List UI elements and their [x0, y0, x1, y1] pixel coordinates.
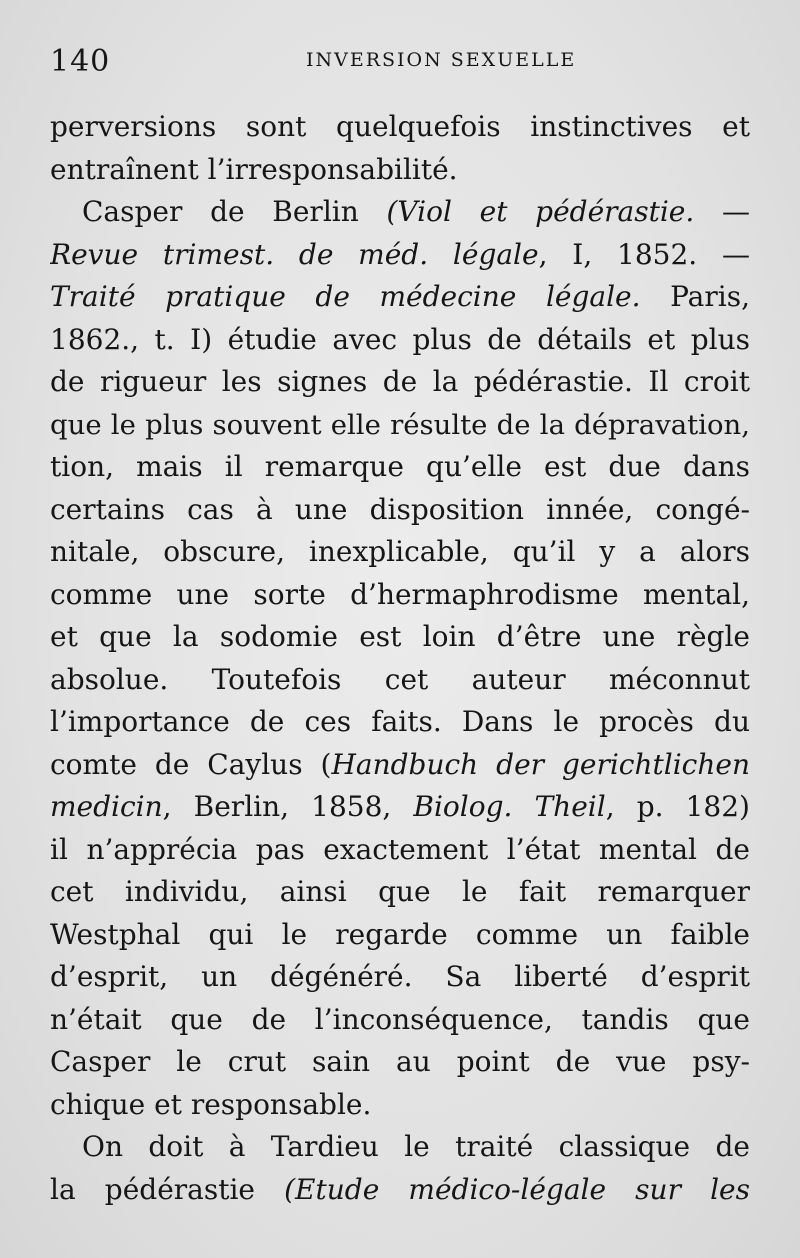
text-segment: absolue. Toutefois cet auteur méconnut — [50, 662, 750, 696]
text-segment: , Berlin, 1858, — [162, 790, 414, 823]
text-line — [50, 106, 750, 149]
italic-text: Traité pratique de médecine légale. — [50, 280, 641, 313]
text-segment: perversions sont quelquefois instinctives et — [50, 110, 750, 143]
text-segment: chique et responsable. — [50, 1087, 372, 1121]
text-line — [50, 1169, 750, 1212]
italic-text: (Viol et pédérastie. — — [386, 195, 750, 228]
text-line — [50, 404, 750, 447]
text-line — [50, 659, 750, 702]
text-line — [50, 871, 750, 914]
text-line — [50, 744, 750, 787]
text-line — [50, 149, 750, 192]
text-segment: Casper le crut sain au point de vue psy- — [50, 1045, 750, 1078]
text-line — [50, 1084, 750, 1127]
page-header — [50, 44, 750, 84]
text-segment: l’importance de ces faits. Dans le procès du — [50, 705, 750, 738]
text-line — [50, 574, 750, 617]
text-segment: 1862., t. I) étudie avec plus de détails et plus — [50, 322, 750, 356]
text-line — [50, 1041, 750, 1084]
text-segment: que le plus souvent elle résulte de la dépravation, — [50, 408, 750, 441]
text-line — [50, 234, 750, 277]
text-line — [50, 446, 750, 489]
italic-text: medicin — [50, 790, 163, 823]
text-line — [50, 616, 750, 659]
text-segment: il n’apprécia pas exactement l’état mental de — [50, 832, 750, 866]
text-line — [50, 191, 750, 234]
text-segment: tion, mais il remarque qu’elle est due dans — [50, 450, 750, 483]
text-segment: d’esprit, un dégénéré. Sa liberté d’esprit — [50, 960, 750, 993]
text-segment: n’était que de l’inconséquence, tandis que — [50, 1002, 750, 1036]
running-title: INVERSION SEXUELLE — [306, 49, 577, 71]
text-segment: Paris, — [640, 280, 750, 313]
text-segment: et que la sodomie est loin d’être une règle — [50, 620, 750, 653]
text-segment: cet individu, ainsi que le fait remarquer — [50, 875, 750, 908]
text-segment: entraînent l’irresponsabilité. — [50, 152, 458, 186]
italic-text: (Etude médico-légale sur les — [284, 1172, 750, 1206]
text-line — [50, 786, 750, 829]
text-line — [50, 361, 750, 404]
italic-text: Revue trimest. de méd. légale — [50, 237, 539, 271]
text-line — [50, 276, 750, 319]
text-segment: , I, 1852. — — [538, 237, 750, 271]
text-segment: la pédérastie — [50, 1172, 285, 1206]
text-line — [50, 319, 750, 362]
text-line — [50, 489, 750, 532]
text-line — [50, 956, 750, 999]
page-number: 140 — [50, 44, 111, 79]
text-segment: nitale, obscure, inexplicable, qu’il y a alors — [50, 535, 750, 568]
text-line — [50, 914, 750, 957]
text-segment: Casper de Berlin — [82, 195, 387, 228]
text-segment: comte de Caylus ( — [50, 747, 332, 781]
text-line — [50, 829, 750, 872]
text-segment: Westphal qui le regarde comme un faible — [50, 917, 750, 951]
text-segment: comme une sorte d’hermaphrodisme mental, — [50, 577, 750, 611]
text-line — [50, 1126, 750, 1169]
text-line — [50, 531, 750, 574]
italic-text: Biolog. Theil — [413, 790, 606, 823]
italic-text: Handbuch der gerichtlichen — [331, 747, 750, 781]
text-segment: certains cas à une disposition innée, congé- — [50, 492, 750, 526]
text-segment: de rigueur les signes de la pédérastie. Il croit — [50, 365, 750, 398]
text-line — [50, 999, 750, 1042]
text-segment: , p. 182) — [605, 790, 750, 823]
body-text — [50, 106, 750, 1211]
text-line — [50, 701, 750, 744]
text-segment: On doit à Tardieu le traité classique de — [82, 1130, 750, 1163]
